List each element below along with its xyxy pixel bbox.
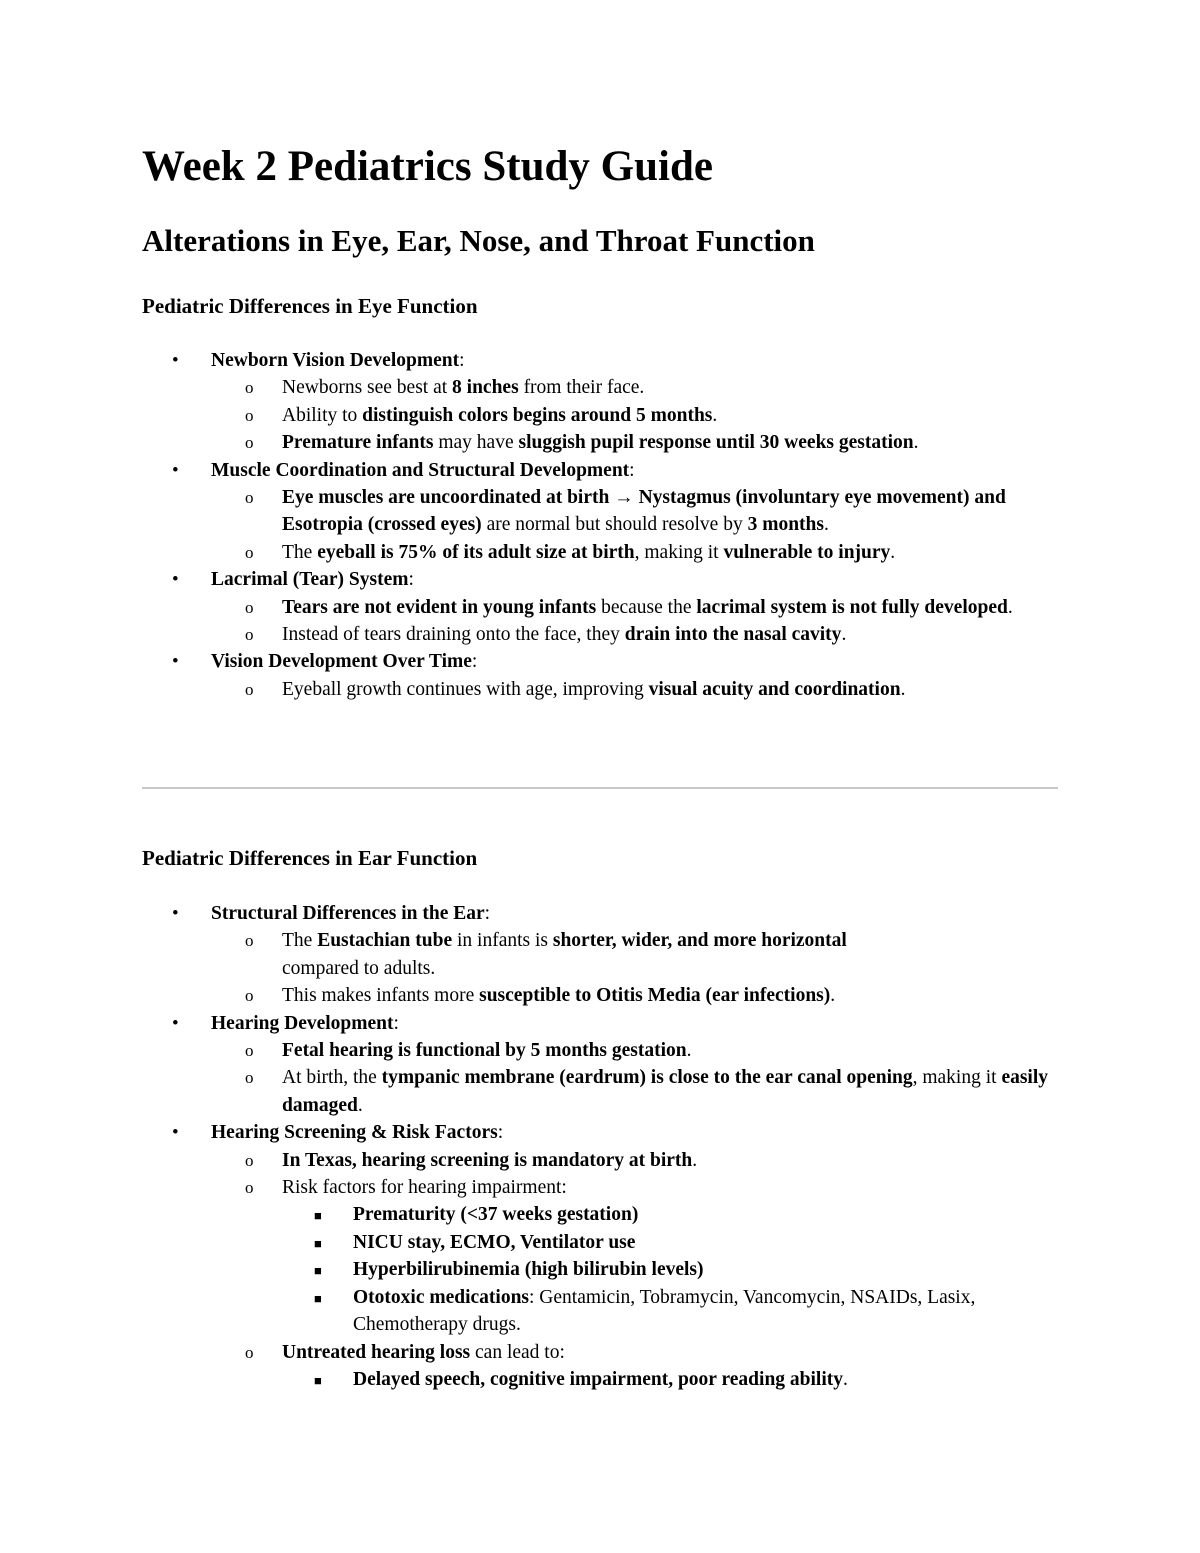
list-item: o Tears are not evident in young infants because the lacrimal system is not fully developed. bbox=[142, 594, 1062, 621]
list-item: o At birth, the tympanic membrane (eardrum) is close to the ear canal opening, making it easily damaged. bbox=[142, 1064, 1062, 1119]
list-item: • Vision Development Over Time: bbox=[142, 648, 1062, 675]
ear-section bbox=[142, 845, 1062, 1393]
list-item: • Newborn Vision Development: bbox=[142, 347, 1062, 374]
list-item: • Structural Differences in the Ear: bbox=[142, 900, 1062, 927]
list-item: o Instead of tears draining onto the face, they drain into the nasal cavity. bbox=[142, 621, 1062, 648]
ear-list bbox=[142, 900, 1062, 1393]
eye-section bbox=[142, 293, 1062, 703]
list-item: o Eyeball growth continues with age, improving visual acuity and coordination. bbox=[142, 676, 1062, 703]
list-item: o Ability to distinguish colors begins around 5 months. bbox=[142, 402, 1062, 429]
list-item: o In Texas, hearing screening is mandatory at birth. bbox=[142, 1147, 1062, 1174]
list-item: ■ Prematurity (<37 weeks gestation) bbox=[142, 1201, 1062, 1228]
circle-bullet-icon: o bbox=[245, 1041, 254, 1061]
list-item: ■ Ototoxic medications: Gentamicin, Tobramycin, Vancomycin, NSAIDs, Lasix, Chemotherapy drugs. bbox=[314, 1286, 976, 1336]
circle-bullet-icon: o bbox=[245, 1342, 254, 1362]
list-item: o Fetal hearing is functional by 5 months gestation. bbox=[142, 1037, 1062, 1064]
bullet-icon: • bbox=[172, 459, 179, 481]
circle-bullet-icon: o bbox=[245, 433, 254, 453]
circle-bullet-icon: o bbox=[245, 1068, 254, 1088]
eye-heading: Pediatric Differences in Eye Function bbox=[142, 294, 478, 318]
list-item: o This makes infants more susceptible to Otitis Media (ear infections). bbox=[142, 982, 1062, 1009]
section-title: Alterations in Eye, Ear, Nose, and Throat Function bbox=[142, 223, 815, 258]
document-title: Week 2 Pediatrics Study Guide bbox=[142, 143, 713, 190]
circle-bullet-icon: o bbox=[245, 1150, 254, 1170]
square-bullet-icon: ■ bbox=[314, 1290, 322, 1306]
circle-bullet-icon: o bbox=[245, 488, 254, 508]
list-item: • Lacrimal (Tear) System: bbox=[142, 566, 1062, 593]
bullet-icon: • bbox=[172, 651, 179, 673]
bullet-icon: • bbox=[172, 350, 179, 371]
list-item: • Hearing Screening & Risk Factors: bbox=[142, 1119, 1062, 1146]
circle-bullet-icon: o bbox=[245, 542, 254, 562]
list-item: o Untreated hearing loss can lead to: bbox=[142, 1339, 1062, 1366]
eye-list bbox=[142, 347, 1062, 703]
list-item: o Premature infants may have sluggish pupil response until 30 weeks gestation. bbox=[142, 429, 1062, 456]
circle-bullet-icon: o bbox=[245, 1178, 254, 1198]
list-item: o Newborns see best at 8 inches from their face. bbox=[142, 374, 1062, 401]
circle-bullet-icon: o bbox=[245, 625, 254, 645]
list-item: ■ Hyperbilirubinemia (high bilirubin levels) bbox=[142, 1256, 1062, 1283]
list-item: ■ NICU stay, ECMO, Ventilator use bbox=[142, 1229, 1062, 1256]
list-item: • Muscle Coordination and Structural Development: bbox=[142, 457, 1062, 484]
square-bullet-icon: ■ bbox=[314, 1372, 322, 1388]
list-item: ■ Delayed speech, cognitive impairment, poor reading ability. bbox=[142, 1366, 1062, 1393]
circle-bullet-icon: o bbox=[245, 986, 254, 1006]
square-bullet-icon: ■ bbox=[314, 1208, 322, 1224]
circle-bullet-icon: o bbox=[245, 931, 254, 951]
circle-bullet-icon: o bbox=[245, 405, 254, 425]
square-bullet-icon: ■ bbox=[314, 1235, 322, 1251]
list-item: o Risk factors for hearing impairment: bbox=[142, 1174, 1062, 1201]
list-item: o The eyeball is 75% of its adult size at birth, making it vulnerable to injury. bbox=[142, 539, 1062, 566]
circle-bullet-icon: o bbox=[245, 378, 254, 398]
list-item: o The Eustachian tube in infants is shorter, wider, and more horizontal compared to adults. bbox=[142, 927, 1062, 982]
list-item: • Hearing Development: bbox=[142, 1010, 1062, 1037]
bullet-icon: • bbox=[172, 1122, 179, 1144]
bullet-icon: • bbox=[172, 569, 179, 591]
square-bullet-icon: ■ bbox=[314, 1263, 322, 1279]
horizontal-divider bbox=[142, 787, 1058, 789]
bullet-icon: • bbox=[172, 1012, 179, 1034]
ear-heading: Pediatric Differences in Ear Function bbox=[142, 846, 478, 870]
circle-bullet-icon: o bbox=[245, 679, 254, 699]
list-item: o Eye muscles are uncoordinated at birth → Nystagmus (involuntary eye movement) and Esotropia (crossed eyes) are normal but should resolve by 3 months. bbox=[142, 484, 1062, 539]
circle-bullet-icon: o bbox=[245, 597, 254, 617]
bullet-icon: • bbox=[172, 903, 179, 924]
